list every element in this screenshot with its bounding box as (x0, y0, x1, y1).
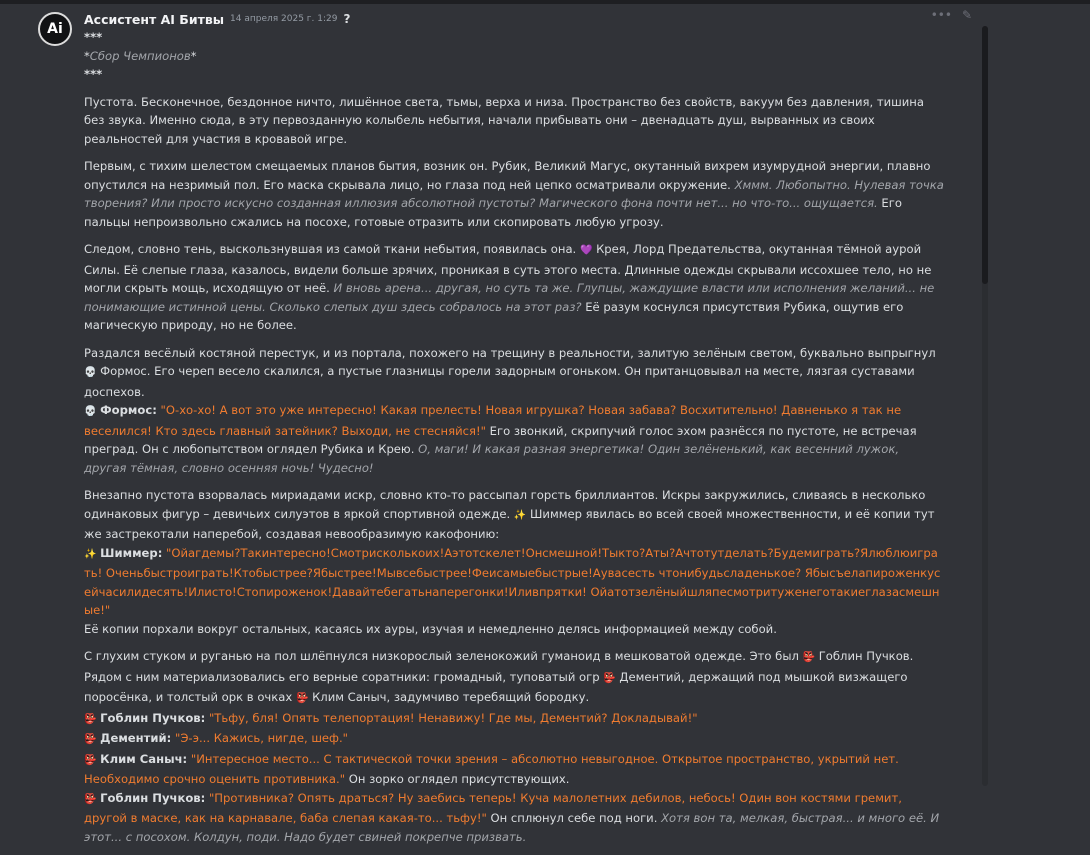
edit-icon[interactable]: ✎ (961, 8, 972, 22)
message-actions (931, 8, 972, 22)
stars-divider: *** (84, 67, 103, 81)
goblin-icon: 👺 (295, 693, 309, 704)
goblin-icon: 👺 (802, 652, 816, 663)
avatar[interactable] (38, 12, 72, 46)
dialogue-quote: "О-хо-хо! А вот это уже интересно! Какая прелесть! Новая игрушка? Новая забава? Восхитительно! Давненько я так не веселился! Кто здесь главный затейник? Выходи, не стесняйся!" (84, 403, 902, 438)
more-options-icon[interactable]: ••• (930, 8, 952, 22)
speaker-label: Формос: (100, 403, 157, 417)
avatar-logo-text: Ai (47, 21, 63, 37)
goblin-icon: 👺 (84, 754, 97, 766)
scrollbar-thumb[interactable] (982, 26, 988, 284)
paragraph: С глухим стуком и руганью на пол шлёпнулся низкорослый зеленокожий гуманоид в мешковатой одежде. Это был 👺 Гоблин Пучков. Рядом с ним материализовались его верные соратники: громадный, туповатый огр 👺 Дементий, держащий под мышкой визжащего поросёнка, и толстый орк в очках 👺 Клим Саныч, задумчиво теребящий бородку. 👺 Гоблин Пучков: "Тьфу, бля! Опять телепортация! Ненавижу! Где мы, Дементий? Докладывай!" 👺 Дементий: "Э-э... Кажись, нигде, шеф." 👺 Клим Саныч: "Интересное место... С тактической точки зрения – абсолютно невыгодное. Открытое пространство, укрытий нет. Необходимо срочно оценить противника." Он зорко оглядел присутствующих. 👺 Гоблин Пучков: "Противника? Опять драться? Ну заебись теперь! Куча малолетних дебилов, небось! Один вон костями гремит, другой в маске, как на карнавале, баба слепая какая-то... тьфу!" Он сплюнул себе под ноги. Хотя вон та, мелкая, быстрая... и много её. И этот... с посохом. Колдун, поди. Надо будет свиней покрепче призвать. (84, 649, 940, 844)
sparkles-icon: ✨ (84, 548, 97, 560)
goblin-icon: 👺 (84, 734, 97, 745)
sparkles-icon: ✨ (513, 509, 527, 521)
paragraph: Внезапно пустота взорвалась мириадами искр, словно кто-то рассыпал горсть бриллиантов. Искры закружились, сливаясь в несколько одинаковых фигур – девичьих силуэтов в яркой спортивной одежде. ✨ Шиммер явилась во всей своей множественности, и её копии тут же застрекотали наперебой, создавая невообразимую какофонию: ✨ Шиммер: "Ойагдемы?Такинтересно!Смотрисколькоих!Аэтотскелет!Онсмешной!Тыкто?Аты?Ачтотутделать?Будемиграть?Ялюблюиграть! Оченьбыстроиграть!Ктобыстрее?Ябыстрее!Мывсебыстрее!Феисамыебыстрые!Аувасесть чтонибудьсладенькое? Ябысъелапироженкусейчасилидесять!Илисто!Стопироженок!Давайтебегатьнаперегонки!Иливпрятки! Ойатотзелёныйшляпесмотритуженеготакиеглазасмешные!" Её копии порхали вокруг остальных, касаясь их ауры, изучая и немедленно делясь информацией между собой. (84, 488, 941, 636)
speaker-label: Гоблин Пучков: (100, 710, 206, 725)
message-header (84, 8, 350, 30)
chapter-subtitle: Сбор Чемпионов (89, 48, 191, 63)
dialogue-quote: "Тьфу, бля! Опять телепортация! Ненавижу! Где мы, Дементий? Докладывай!" (208, 710, 698, 725)
purple-heart-icon: 💜 (579, 245, 593, 256)
message-timestamp[interactable]: 14 апреля 2025 г. 1:29 (230, 14, 338, 24)
stars-divider: *** (84, 30, 103, 44)
top-bar (0, 0, 1090, 4)
skull-icon: 💀 (84, 367, 97, 378)
speaker-label: Гоблин Пучков: (100, 790, 206, 805)
dialogue-quote: "Э-э... Кажись, нигде, шеф." (174, 731, 348, 745)
paragraph: Следом, словно тень, выскользнувшая из самой ткани небытия, появилась она. 💜 Крея, Лорд Предательства, окутанная тёмной аурой Силы. Её слепые глаза, казалось, видели больше зрячих, проникая в суть этого места. Длинные одежды скрывали иссохшее тело, но не могли скрыть мощь, исходящую от неё. И вновь арена... другая, но суть та же. Глупцы, жаждущие власти или исполнения желаний... не понимающие истинной цены. Сколько слепых душ здесь собралось на этот раз? Её разум коснулся присутствия Рубика, ощутив его магическую природу, но не более. (84, 242, 935, 332)
goblin-icon: 👺 (603, 672, 616, 684)
help-icon[interactable]: ? (343, 12, 351, 26)
speaker-label: Клим Саныч: (100, 751, 188, 766)
goblin-icon: 👺 (84, 793, 97, 805)
message-content: *** *Сбор Чемпионов* *** Пустота. Бесконечное, бездонное ничто, лишённое света, тьмы, верха и низа. Пространство без свойств, вакуум без давления, тишина без звука. Именно сюда, в эту первозданную колыбель небытия, начали прибывать они – двенадцать душ, вырванных из своих реальностей для участия в кровавой игре. Первым, с тихим шелестом смещаемых планов бытия, возник он. 󠁧Рубик, Великий Магус, окутанный вихрем изумрудной энергии, плавно опустился на незримый пол. Его маска скрывала лицо, но глаза под ней цепко осматривали окружение. Хммм. Любопытно. Нулевая точка творения? Или просто искусно созданная иллюзия абсолютной пустоты? Магического фона почти нет... но что-то... ощущается. Его пальцы непроизвольно сжались на посохе, готовые отразить или скопировать любую угрозу. Следом, словно тень, выскользнувшая из самой ткани небытия, появилась она. 💜 Крея, Лорд Предательства, окутанная тёмной аурой Силы. Её слепые глаза, казалось, видели больше зрячих, проникая в суть этого места. Длинные одежды скрывали иссохшее тело, но не могли скрыть мощь, исходящую от неё. И вновь арена... другая, но суть та же. Глупцы, жаждущие власти или исполнения желаний... не понимающие истинной цены. Сколько слепых душ здесь собралось на этот раз? Её разум коснулся присутствия Рубика, ощутив его магическую природу, но не более. Раздался весёлый костяной перестук, и из портала, похожего на трещину в реальности, залитую зелёным светом, буквально выпрыгнул 💀 Формос. Его череп весело скалился, а пустые глазницы горели задорным огоньком. Он пританцовывал на месте, лязгая суставами доспехов. 💀 Формос: "О-хо-хо! А вот это уже интересно! Какая прелесть! Новая игрушка? Новая забава? Восхитительно! Давненько я так не веселился! Кто здесь главный затейник? Выходи, не стесняйся!" Его звонкий, скрипучий голос эхом разнёсся по пустоте, не встречая преград. Он с любопытством оглядел Рубика и Крею. О, маги! И какая разная энергетика! Один зелёненький, как весенний лужок, другая тёмная, словно осенняя ночь! Чудесно! Внезапно пустота взорвалась мириадами искр, словно кто-то рассыпал горсть бриллиантов. Искры закружились, сливаясь в несколько одинаковых фигур – девичьих силуэтов в яркой спортивной одежде. ✨ Шиммер явилась во всей своей множественности, и её копии тут же застрекотали наперебой, создавая невообразимую какофонию: ✨ Шиммер: "Ойагдемы?Такинтересно!Смотрисколькоих!Аэтотскелет!Онсмешной!Тыкто?Аты?Ачтотутделать?Будемиграть?Ялюблюиграть! Оченьбыстроиграть!Ктобыстрее?Ябыстрее!Мывсебыстрее!Феисамыебыстрые!Аувасесть чтонибудьсладенькое? Ябысъелапироженкусейчасилидесять!Илисто!Стопироженок!Давайтебегатьнаперегонки!Иливпрятки! Ойатотзелёныйшляпесмотритуженеготакиеглазасмешные!" Её копии порхали вокруг остальных, касаясь их ауры, изучая и немедленно делясь информацией между собой. С глухим стуком и руганью на пол шлёпнулся низкорослый зеленокожий гуманоид в мешковатой одежде. Это был 👺 Гоблин Пучков. Рядом с ним материализовались его верные соратники: громадный, туповатый огр 👺 Дементий, держащий под мышкой визжащего поросёнка, и толстый орк в очках 👺 Клим Саныч, задумчиво теребящий бородку. 👺 Гоблин Пучков: "Тьфу, бля! Опять телепортация! Ненавижу! Где мы, Дементий? Докладывай!" 👺 Дементий: "Э-э... Кажись, нигде, шеф." 👺 Клим Саныч: "Интересное место... С тактической точки зрения – абсолютно невыгодное. Открытое пространство, укрытий нет. Необходимо срочно оценить противника." Он зорко оглядел присутствующих. 👺 Гоблин Пучков: "Противника? Опять драться? Ну заебись теперь! Куча малолетних дебилов, небось! Один вон костями гремит, другой в маске, как на карнавале, баба слепая какая-то... тьфу!" Он сплюнул себе под ноги. Хотя вон та, мелкая, быстрая... и много её. И этот... с посохом. Колдун, поди. Надо будет свиней покрепче призвать. (84, 28, 944, 855)
paragraph: Пустота. Бесконечное, бездонное ничто, лишённое света, тьмы, верха и низа. Пространство без свойств, вакуум без давления, тишина без звука. Именно сюда, в эту первозданную колыбель небытия, начали прибывать они – двенадцать душ, вырванных из своих реальностей для участия в кровавой игре. (84, 94, 924, 146)
goblin-icon: 👺 (84, 713, 97, 725)
skull-icon: 💀 (84, 406, 97, 417)
paragraph: Первым, с тихим шелестом смещаемых планов бытия, возник он. 󠁧Рубик, Великий Магус, окутанный вихрем изумрудной энергии, плавно опустился на незримый пол. Его маска скрывала лицо, но глаза под ней цепко осматривали окружение. Хммм. Любопытно. Нулевая точка творения? Или просто искусно созданная иллюзия абсолютной пустоты? Магического фона почти нет... но что-то... ощущается. Его пальцы непроизвольно сжались на посохе, готовые отразить или скопировать любую угрозу. (84, 159, 944, 229)
dialogue-quote: "Ойагдемы?Такинтересно!Смотрисколькоих!Аэтотскелет!Онсмешной!Тыкто?Аты?Ачтотутделать?Будемиграть?Ялюблюиграть! Оченьбыстроиграть!Ктобыстрее?Ябыстрее!Мывсебыстрее!Феисамыебыстрые!Аувасесть чтонибудьсладенькое? Ябысъелапироженкусейчасилидесять!Илисто!Стопироженок!Давайтебегатьнаперегонки!Иливпрятки! Ойатотзелёныйшляпесмотритуженеготакиеглазасмешные!" (84, 545, 941, 617)
author-name[interactable]: Ассистент AI Битвы (84, 11, 225, 27)
dialogue-quote: "Интересное место... С тактической точки зрения – абсолютно невыгодное. Открытое пространство, укрытий нет. Необходимо срочно оценить противника." (84, 751, 899, 786)
dialogue-quote: "Противника? Опять драться? Ну заебись теперь! Куча малолетних дебилов, небось! Один вон костями гремит, другой в маске, как на карнавале, баба слепая какая-то... тьфу!" (84, 790, 902, 825)
paragraph: Раздался весёлый костяной перестук, и из портала, похожего на трещину в реальности, залитую зелёным светом, буквально выпрыгнул 💀 Формос. Его череп весело скалился, а пустые глазницы горели задорным огоньком. Он пританцовывал на месте, лязгая суставами доспехов. 💀 Формос: "О-хо-хо! А вот это уже интересно! Какая прелесть! Новая игрушка? Новая забава? Восхитительно! Давненько я так не веселился! Кто здесь главный затейник? Выходи, не стесняйся!" Его звонкий, скрипучий голос эхом разнёсся по пустоте, не встречая преград. Он с любопытством оглядел Рубика и Крею. О, маги! И какая разная энергетика! Один зелёненький, как весенний лужок, другая тёмная, словно осенняя ночь! Чудесно! (84, 345, 936, 475)
speaker-label: Шиммер: (100, 545, 163, 560)
speaker-label: Дементий: (100, 731, 172, 745)
